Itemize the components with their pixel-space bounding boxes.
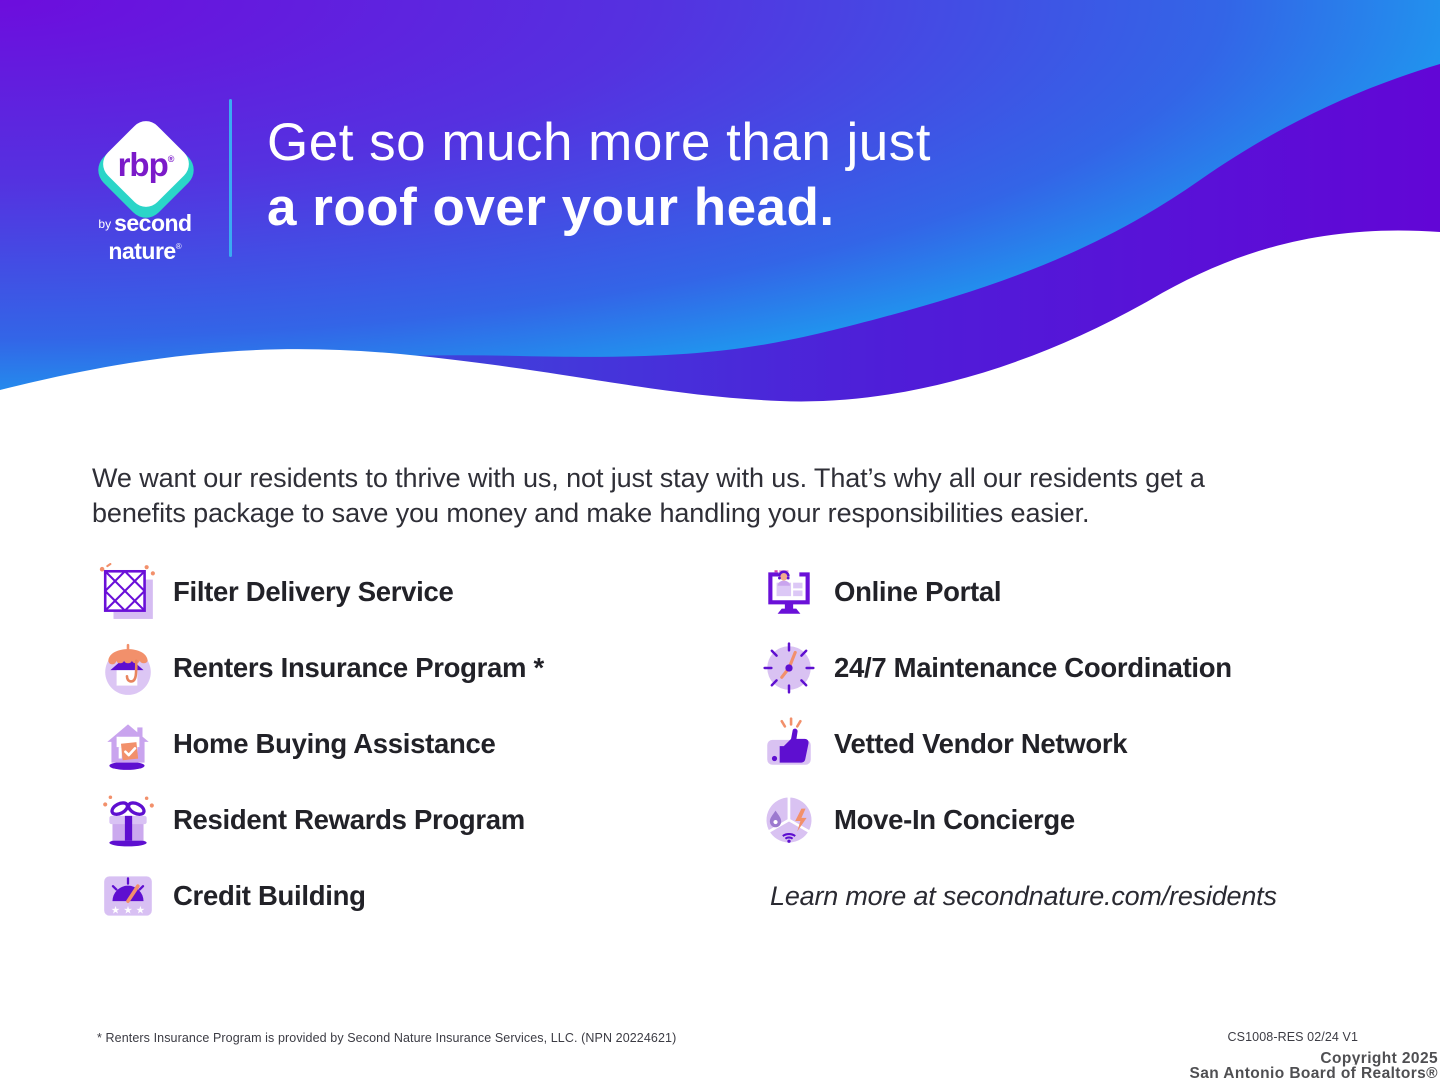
registered-mark: ® xyxy=(175,242,182,251)
benefit-row-vendor-network xyxy=(760,706,1127,782)
byline-second: second xyxy=(114,210,192,236)
benefit-row-renters-insurance xyxy=(99,630,544,706)
benefit-label: Credit Building xyxy=(173,880,366,911)
intro-line2: benefits package to save you money and make handling your responsibilities easier. xyxy=(92,498,1090,528)
house-for-sale-icon xyxy=(99,715,157,773)
benefit-label: Renters Insurance Program * xyxy=(173,652,544,683)
headline-line1: Get so much more than just xyxy=(267,113,932,172)
air-filter-icon xyxy=(99,563,157,621)
gift-box-icon xyxy=(99,791,157,849)
benefit-row-resident-rewards xyxy=(99,782,525,858)
benefit-label: 24/7 Maintenance Coordination xyxy=(834,652,1232,683)
byline-prefix: by xyxy=(98,217,112,231)
computer-monitor-icon xyxy=(760,563,818,621)
watermark-line1: Copyright 2025 xyxy=(1320,1050,1438,1067)
svg-text:★: ★ xyxy=(110,904,121,917)
byline-nature: nature xyxy=(108,238,176,264)
clock-icon xyxy=(760,639,818,697)
watermark-line2: San Antonio Board of Realtors® xyxy=(1189,1065,1438,1080)
registered-mark: ® xyxy=(167,154,175,164)
thumbs-up-icon xyxy=(760,715,818,773)
benefit-label: Filter Delivery Service xyxy=(173,576,454,607)
credit-gauge-icon xyxy=(99,867,157,925)
intro-line1: We want our residents to thrive with us, not just stay with us. That’s why all our residents get a xyxy=(92,463,1205,493)
svg-text:★: ★ xyxy=(123,904,133,917)
benefit-label: Online Portal xyxy=(834,576,1002,607)
svg-text:★: ★ xyxy=(135,904,146,917)
benefit-label: Home Buying Assistance xyxy=(173,728,496,759)
learn-more-text: Learn more at secondnature.com/residents xyxy=(770,880,1277,911)
benefit-row-credit-building xyxy=(99,858,366,934)
logo-brand-text: rbp® xyxy=(117,146,175,183)
benefit-label: Move-In Concierge xyxy=(834,804,1075,835)
copyright-watermark xyxy=(1190,1051,1438,1080)
headline xyxy=(267,110,931,240)
umbrella-house-icon xyxy=(99,639,157,697)
header-divider xyxy=(229,99,232,257)
benefit-row-move-in xyxy=(760,782,1075,858)
document-code: CS1008-RES 02/24 V1 xyxy=(1227,1030,1358,1044)
benefit-label: Vetted Vendor Network xyxy=(834,728,1128,759)
insurance-disclaimer: * Renters Insurance Program is provided by Second Nature Insurance Services, LLC. (NPN 20224621) xyxy=(97,1031,677,1045)
benefit-row-filter-delivery xyxy=(99,554,454,630)
benefit-row-online-portal xyxy=(760,554,1001,630)
headline-line2: a roof over your head. xyxy=(267,178,835,237)
benefit-row-maintenance xyxy=(760,630,1232,706)
benefit-label: Resident Rewards Program xyxy=(173,804,525,835)
logo-byline xyxy=(80,210,210,265)
utilities-wheel-icon xyxy=(760,791,818,849)
intro-paragraph xyxy=(92,461,1392,531)
benefit-row-home-buying xyxy=(99,706,495,782)
